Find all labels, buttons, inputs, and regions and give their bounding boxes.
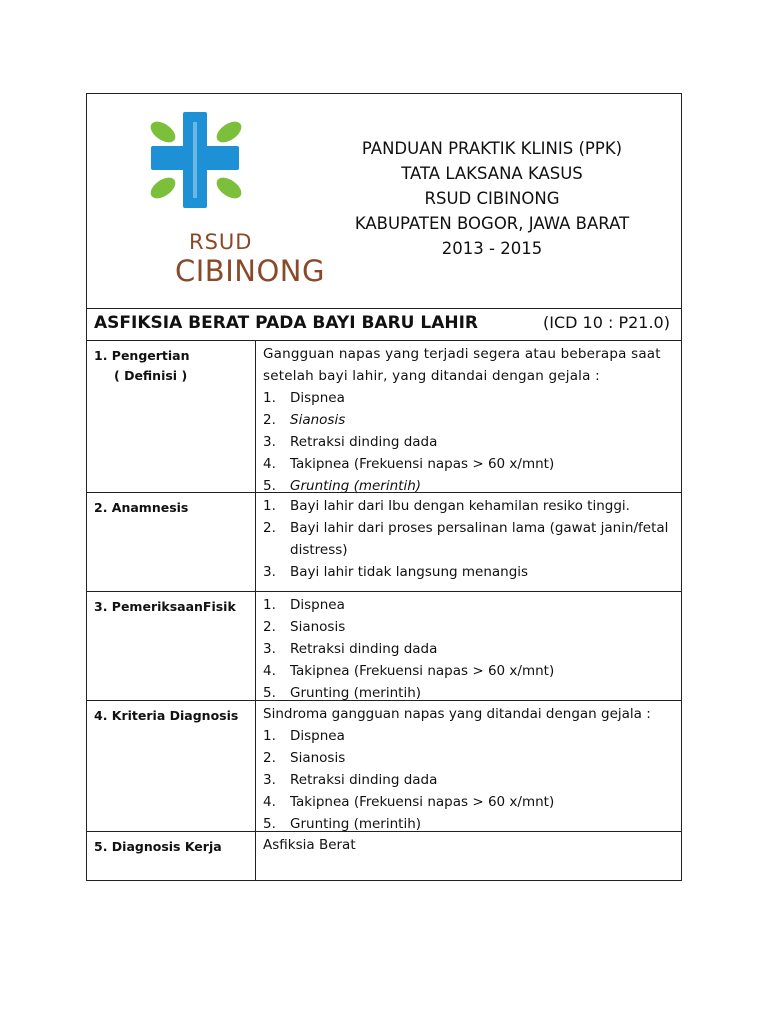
list-item <box>263 660 679 682</box>
list-number: 4. <box>263 794 276 810</box>
list-number: 3. <box>263 641 276 657</box>
content-pemeriksaan-fisik <box>263 594 679 704</box>
content-anamnesis <box>263 495 679 583</box>
list-item <box>263 769 679 791</box>
list-number: 1. <box>263 597 276 613</box>
label-diagnosis-kerja: 5. Diagnosis Kerja <box>94 839 222 854</box>
list-text: Takipnea (Frekuensi napas > 60 x/mnt) <box>290 456 555 472</box>
list-item <box>263 725 679 747</box>
list-text: Grunting (merintih) <box>290 685 422 701</box>
list-item <box>263 517 679 561</box>
list-number: 4. <box>263 456 276 472</box>
list-text: Bayi lahir dari proses persalinan lama (gawat janin/fetal distress) <box>290 520 669 558</box>
label-line: 1. Pengertian <box>94 348 190 363</box>
intro-text: Sindroma gangguan napas yang ditandai dengan gejala : <box>263 706 651 722</box>
list-text: Bayi lahir dari Ibu dengan kehamilan resiko tinggi. <box>290 498 630 514</box>
list-item <box>263 616 679 638</box>
list-number: 5. <box>263 478 276 494</box>
logo-line-rsud: RSUD <box>189 230 253 254</box>
symptom-list <box>263 387 679 497</box>
list-number: 5. <box>263 816 276 832</box>
document-header <box>87 94 681 309</box>
title-line-4: KABUPATEN BOGOR, JAWA BARAT <box>354 214 630 233</box>
content-diagnosis-kerja <box>263 834 679 856</box>
list-item <box>263 453 679 475</box>
list-text: Retraksi dinding dada <box>290 434 438 450</box>
list-number: 1. <box>263 390 276 406</box>
hospital-logo <box>131 108 325 288</box>
list-text: Dispnea <box>290 728 345 744</box>
label-pemeriksaan-fisik: 3. PemeriksaanFisik <box>94 599 236 614</box>
ppk-document <box>86 93 682 881</box>
list-text: Retraksi dinding dada <box>290 772 438 788</box>
list-item <box>263 561 679 583</box>
title-line-5: 2013 - 2015 <box>441 239 543 258</box>
list-number: 1. <box>263 728 276 744</box>
column-divider <box>255 492 256 591</box>
list-number: 2. <box>263 412 276 428</box>
list-text: Grunting (merintih) <box>290 816 422 832</box>
list-item <box>263 638 679 660</box>
list-item <box>263 495 679 517</box>
column-divider <box>255 831 256 880</box>
logo-line-cibinong: CIBINONG <box>175 254 325 288</box>
case-title-row <box>87 308 681 341</box>
row-kriteria-diagnosis <box>87 700 681 832</box>
pemeriksaan-list <box>263 594 679 704</box>
diagnosis-text: Asfiksia Berat <box>263 837 356 853</box>
list-item <box>263 431 679 453</box>
title-line-2: TATA LAKSANA KASUS <box>401 164 583 183</box>
list-number: 2. <box>263 520 276 536</box>
list-text: Takipnea (Frekuensi napas > 60 x/mnt) <box>290 663 555 679</box>
list-number: 2. <box>263 619 276 635</box>
list-text: Takipnea (Frekuensi napas > 60 x/mnt) <box>290 794 555 810</box>
list-text: Sianosis <box>290 619 346 635</box>
icd-code: (ICD 10 : P21.0) <box>543 313 670 332</box>
list-text: Sianosis <box>290 412 346 428</box>
row-anamnesis <box>87 492 681 592</box>
row-pengertian <box>87 340 681 493</box>
column-divider <box>255 700 256 831</box>
list-item <box>263 791 679 813</box>
kriteria-list <box>263 725 679 835</box>
list-text: Sianosis <box>290 750 346 766</box>
list-text: Dispnea <box>290 597 345 613</box>
column-divider <box>255 591 256 700</box>
list-text: Dispnea <box>290 390 345 406</box>
row-diagnosis-kerja <box>87 831 681 880</box>
list-text: Grunting (merintih) <box>290 478 422 494</box>
intro-text: Gangguan napas yang terjadi segera atau beberapa saat setelah bayi lahir, yang ditandai dengan gejala : <box>263 346 661 384</box>
list-number: 1. <box>263 498 276 514</box>
list-item <box>263 747 679 769</box>
title-line-1: PANDUAN PRAKTIK KLINIS (PPK) <box>361 139 623 158</box>
list-number: 3. <box>263 564 276 580</box>
label-pengertian <box>94 346 190 386</box>
list-item <box>263 594 679 616</box>
list-text: Bayi lahir tidak langsung menangis <box>290 564 529 580</box>
column-divider <box>255 340 256 492</box>
title-line-3: RSUD CIBINONG <box>424 189 560 208</box>
label-kriteria-diagnosis: 4. Kriteria Diagnosis <box>94 708 239 723</box>
label-anamnesis: 2. Anamnesis <box>94 500 189 515</box>
list-text: Retraksi dinding dada <box>290 641 438 657</box>
list-number: 2. <box>263 750 276 766</box>
label-line: ( Definisi ) <box>114 368 188 383</box>
content-kriteria-diagnosis <box>263 703 679 835</box>
anamnesis-list <box>263 495 679 583</box>
row-pemeriksaan-fisik <box>87 591 681 701</box>
case-title: ASFIKSIA BERAT PADA BAYI BARU LAHIR <box>94 313 479 333</box>
cross-leaves-logo-icon <box>131 108 261 228</box>
list-item <box>263 387 679 409</box>
list-number: 3. <box>263 772 276 788</box>
list-number: 5. <box>263 685 276 701</box>
content-pengertian <box>263 343 679 497</box>
header-titles <box>327 136 657 261</box>
list-item <box>263 409 679 431</box>
list-number: 4. <box>263 663 276 679</box>
list-number: 3. <box>263 434 276 450</box>
